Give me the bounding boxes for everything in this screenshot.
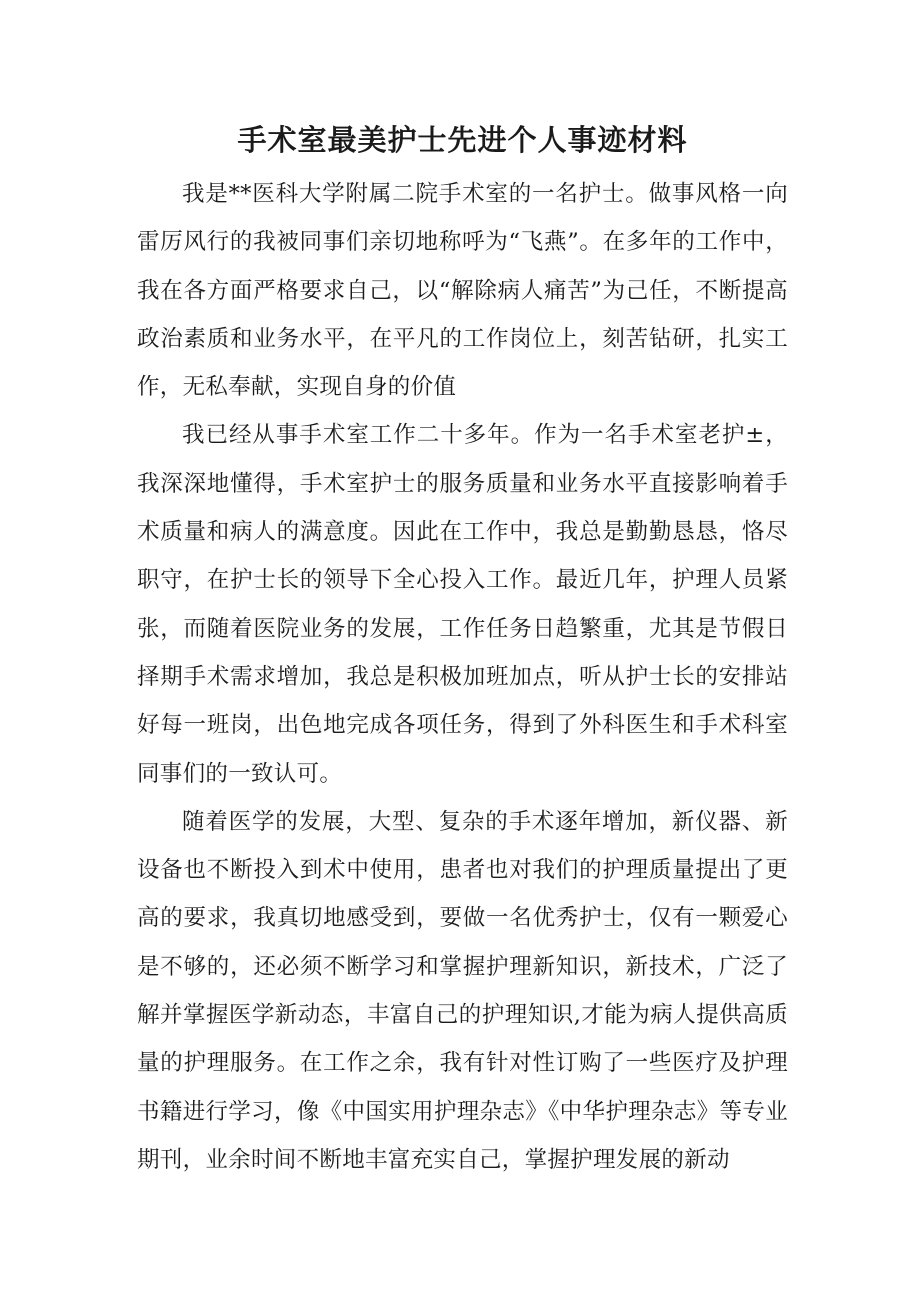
paragraph-intro: 我是**医科大学附属二院手术室的一名护士。做事风格一向雷厉风行的我被同事们亲切地称呼为“飞燕”。在多年的工作中，我在各方面严格要求自己，以“解除病人痛苦”为己任，不断提高政治素质和业务水平，在平凡的工作岗位上，刻苦钻研，扎实工作，无私奉献，实现自身的价值: [137, 181, 788, 401]
document-title: 手术室最美护士先进个人事迹材料: [237, 123, 688, 157]
paragraph-work-experience: 我已经从事手术室工作二十多年。作为一名手术室老护±，我深深地懂得，手术室护士的服务质量和业务水平直接影响着手术质量和病人的满意度。因此在工作中，我总是勤勤恳恳，恪尽职守，在护士长的领导下全心投入工作。最近几年，护理人员紧张，而随着医院业务的发展，工作任务日趋繁重，尤其是节假日择期手术需求增加，我总是积极加班加点，听从护士长的安排站好每一班岗，出色地完成各项任务，得到了外科医生和手术科室同事们的一致认可。: [137, 422, 788, 787]
paragraph-learning: 随着医学的发展，大型、复杂的手术逐年增加，新仪器、新设备也不断投入到术中使用，患者也对我们的护理质量提出了更高的要求，我真切地感受到，要做一名优秀护士，仅有一颗爱心是不够的，还必须不断学习和掌握护理新知识，新技术，广泛了解并掌握医学新动态，丰富自己的护理知识,才能为病人提供高质量的护理服务。在工作之余，我有针对性订购了一些医疗及护理书籍进行学习，像《中国实用护理杂志》《中华护理杂志》等专业期刊，业余时间不断地丰富充实自己，掌握护理发展的新动: [137, 808, 788, 1173]
